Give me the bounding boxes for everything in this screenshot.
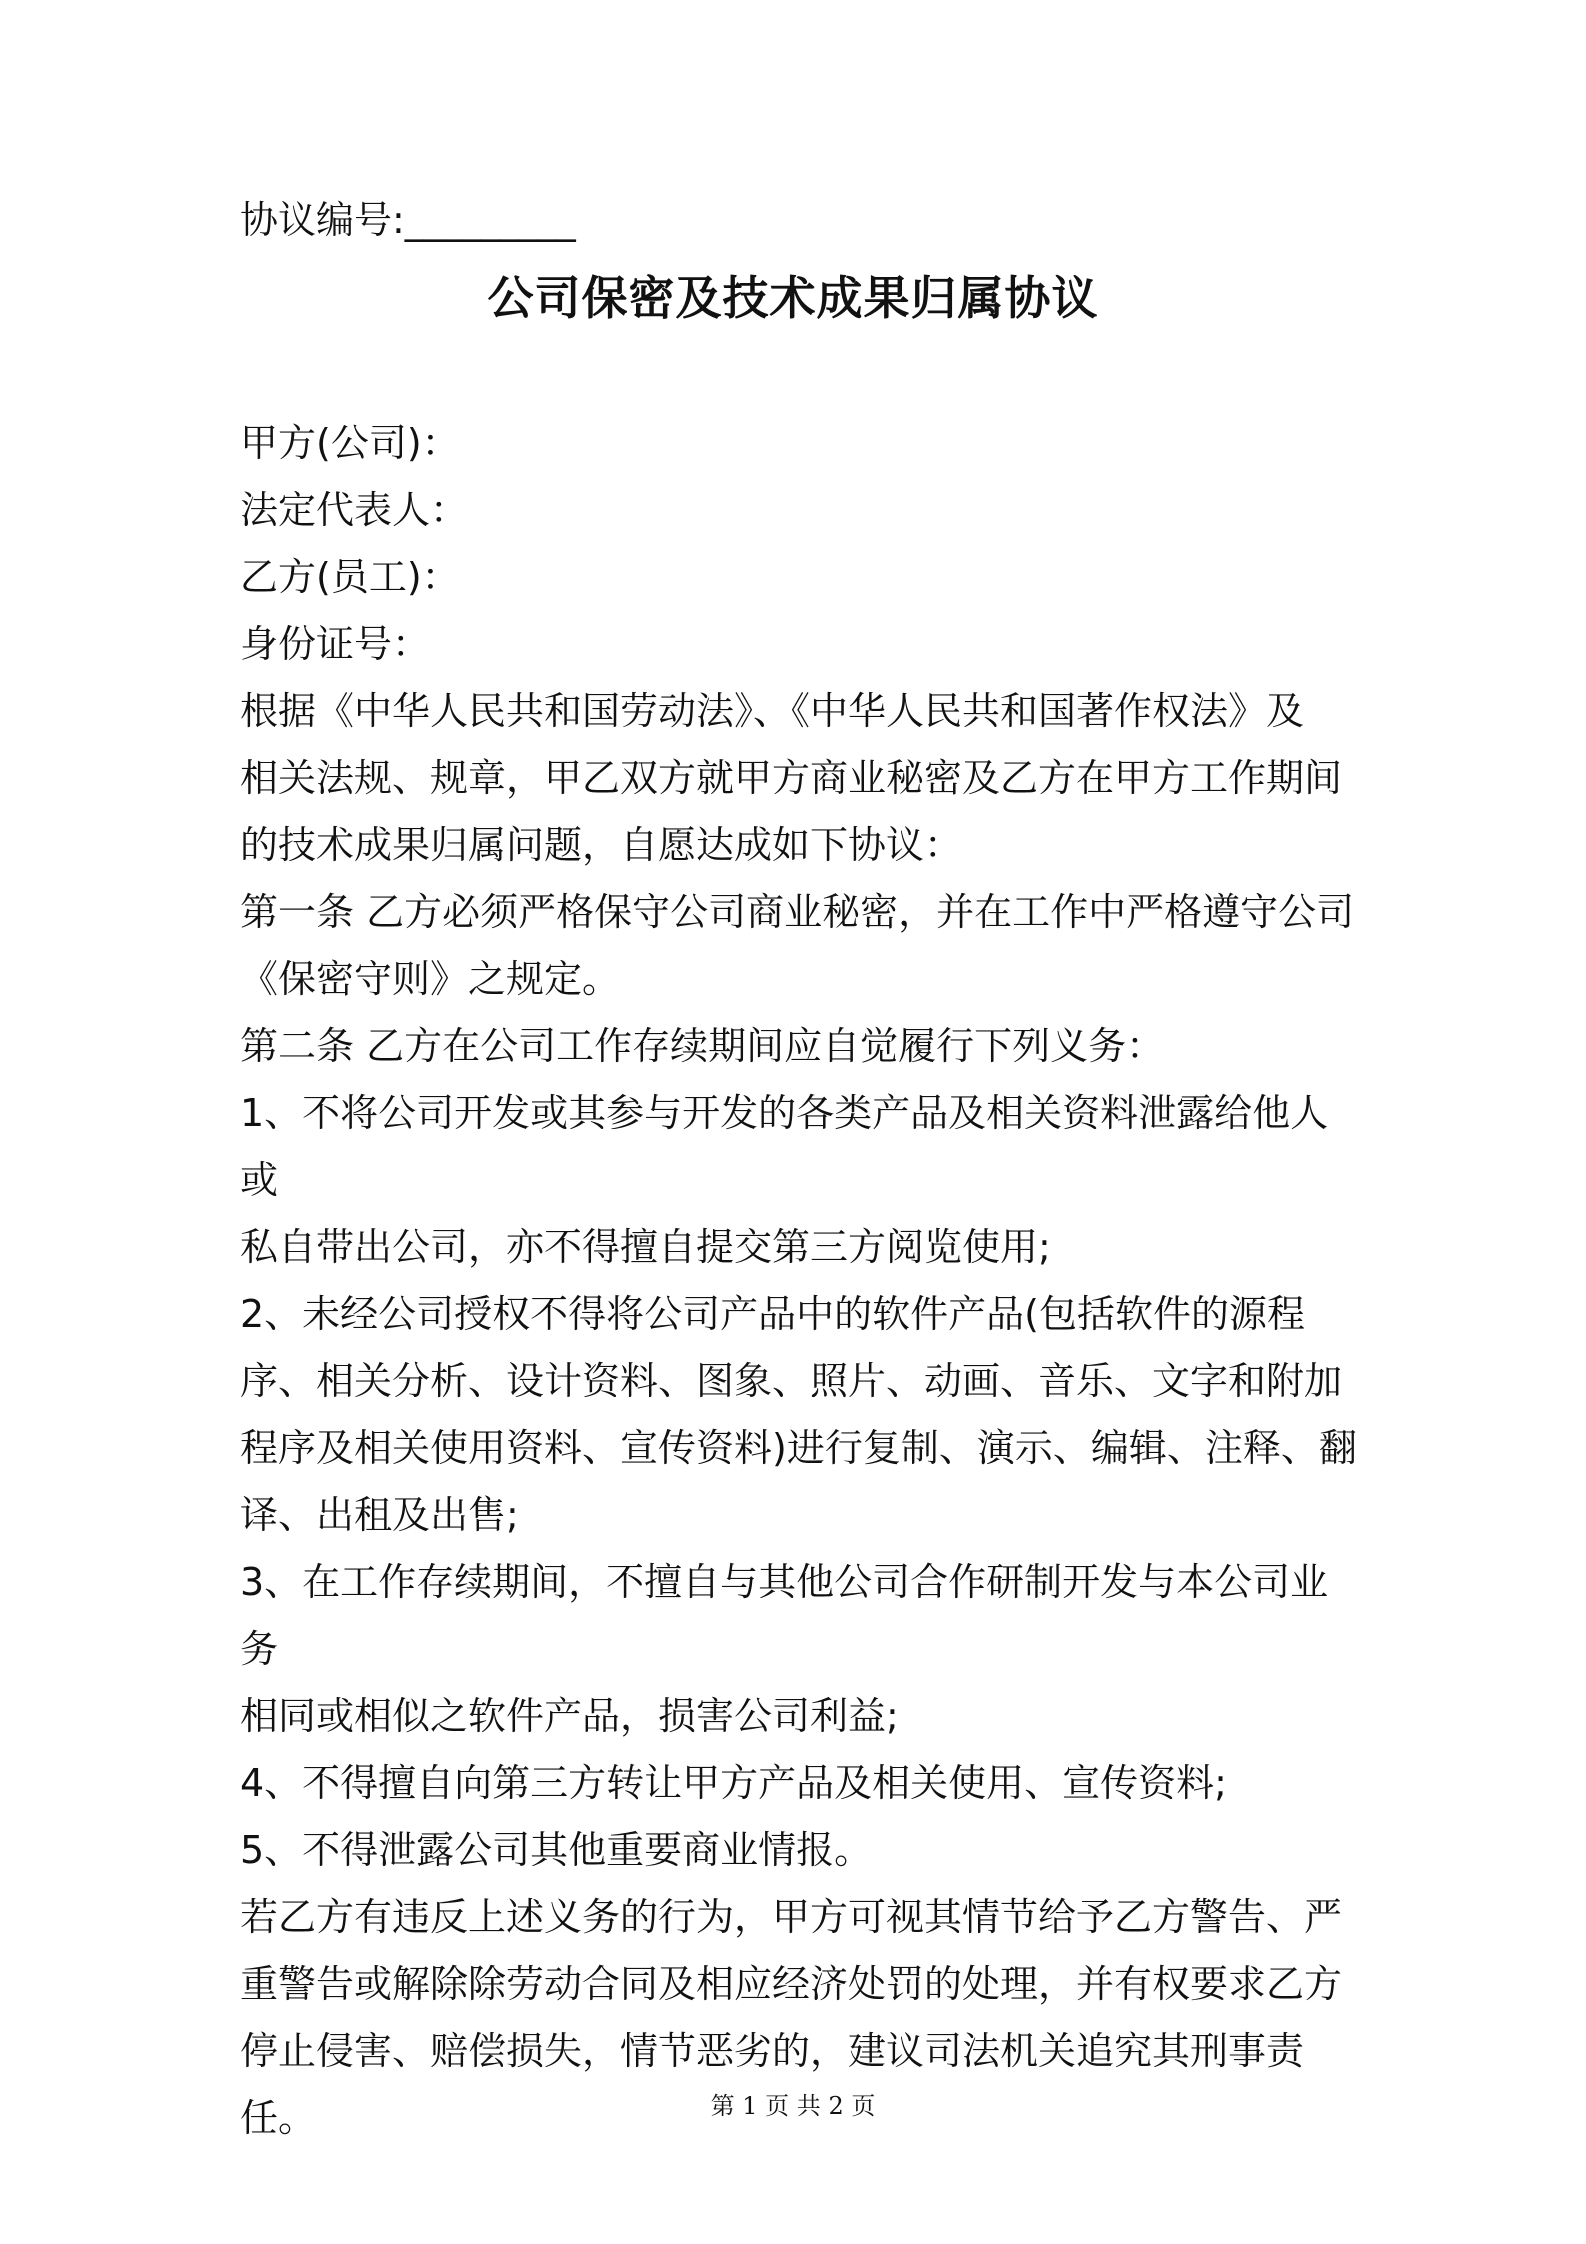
paragraph-line: 4、不得擅自向第三方转让甲方产品及相关使用、宣传资料;: [240, 1761, 1227, 1805]
paragraph-line: 第一条 乙方必须严格保守公司商业秘密，并在工作中严格遵守公司: [240, 890, 1355, 934]
paragraph-line: 程序及相关使用资料、宣传资料)进行复制、演示、编辑、注释、翻: [240, 1426, 1357, 1470]
legal-representative-line: 法定代表人：: [240, 488, 469, 532]
paragraph-line: 的技术成果归属问题，自愿达成如下协议：: [240, 823, 963, 867]
paragraph-line: 任。: [240, 2096, 317, 2140]
party-b-line: 乙方(员工)：: [240, 555, 460, 599]
paragraph-line: 若乙方有违反上述义务的行为，甲方可视其情节给予乙方警告、严: [240, 1895, 1343, 1939]
page-footer: 第 1 页 共 2 页: [710, 2092, 876, 2120]
paragraph-line: 3、在工作存续期间，不擅自与其他公司合作研制开发与本公司业务: [240, 1560, 1329, 1671]
paragraph-line: 相关法规、规章，甲乙双方就甲方商业秘密及乙方在甲方工作期间: [240, 756, 1343, 800]
paragraph-line: 1、不将公司开发或其参与开发的各类产品及相关资料泄露给他人或: [240, 1091, 1329, 1202]
paragraph-line: 私自带出公司，亦不得擅自提交第三方阅览使用;: [240, 1225, 1051, 1269]
paragraph-line: 第二条 乙方在公司工作存续期间应自觉履行下列义务：: [240, 1024, 1165, 1068]
id-number-line: 身份证号：: [240, 622, 431, 666]
paragraph-line: 停止侵害、赔偿损失，情节恶劣的，建议司法机关追究其刑事责: [240, 2029, 1305, 2073]
paragraph-line: 《保密守则》之规定。: [240, 957, 621, 1001]
paragraph-line: 5、不得泄露公司其他重要商业情报。: [240, 1828, 873, 1872]
document-title: 公司保密及技术成果归属协议: [487, 271, 1099, 325]
party-a-line: 甲方(公司)：: [240, 421, 460, 465]
document-body: [240, 410, 1365, 2152]
paragraph-line: 根据《中华人民共和国劳动法》、《中华人民共和国著作权法》及: [240, 689, 1305, 733]
paragraph-line: 相同或相似之软件产品，损害公司利益;: [240, 1694, 899, 1738]
paragraph-line: 序、相关分析、设计资料、图象、照片、动画、音乐、文字和附加: [240, 1359, 1343, 1403]
paragraph-line: 重警告或解除除劳动合同及相应经济处罚的处理，并有权要求乙方: [240, 1962, 1343, 2006]
paragraph-line: 2、未经公司授权不得将公司产品中的软件产品(包括软件的源程: [240, 1292, 1306, 1336]
agreement-number: 协议编号:_________: [240, 198, 576, 242]
paragraph-line: 译、出租及出售;: [240, 1493, 519, 1537]
